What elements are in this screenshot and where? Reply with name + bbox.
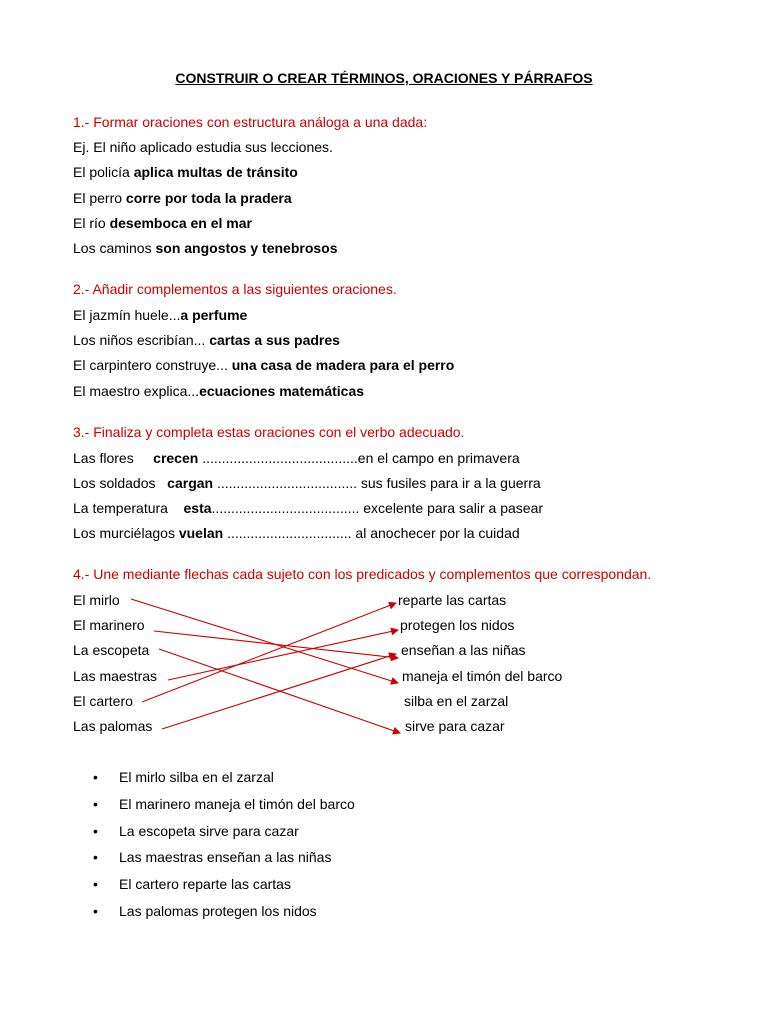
arrow-cartero	[142, 603, 396, 702]
item-prompt: Los niños escribían...	[73, 332, 210, 348]
match-predicate: protegen los nidos	[400, 617, 515, 633]
item-rest: ................................ al anochecer por la cuidad	[223, 525, 520, 541]
item-verb: crecen	[153, 450, 199, 466]
item-subject: Las flores	[73, 450, 154, 466]
section3-item	[73, 449, 520, 467]
item-answer: a perfume	[180, 307, 248, 323]
match-subject: El cartero	[73, 693, 133, 709]
section3-item	[73, 474, 541, 492]
arrow-escopeta	[159, 649, 400, 733]
match-subject: La escopeta	[73, 642, 150, 658]
item-subject: Los caminos	[73, 240, 156, 256]
item-prompt: El carpintero construye...	[73, 357, 232, 373]
item-answer: aplica multas de tránsito	[133, 164, 298, 180]
list-item: • Las palomas protegen los nidos	[119, 902, 355, 929]
section3-item	[73, 499, 543, 517]
match-predicate: maneja el timón del barco	[402, 668, 563, 684]
section1-heading: 1.- Formar oraciones con estructura análoga a una dada:	[73, 114, 428, 130]
arrow-mirlo	[131, 599, 398, 683]
arrow-maestras	[168, 630, 398, 680]
item-answer: ecuaciones matemáticas	[199, 383, 365, 399]
item-rest: ........................................en el campo en primavera	[198, 450, 520, 466]
match-predicate: silba en el zarzal	[404, 693, 509, 709]
list-item: • El cartero reparte las cartas	[119, 875, 355, 902]
answer-list	[73, 768, 355, 929]
item-subject: La temperatura	[73, 500, 184, 516]
item-rest: .................................... sus fusiles para ir a la guerra	[213, 475, 541, 491]
match-predicate: reparte las cartas	[398, 592, 507, 608]
arrow-palomas	[162, 654, 396, 729]
list-item: • La escopeta sirve para cazar	[119, 822, 355, 849]
match-predicate: enseñan a las niñas	[401, 642, 526, 658]
list-item: • Las maestras enseñan a las niñas	[119, 848, 355, 875]
arrow-marinero	[154, 631, 398, 658]
item-verb: vuelan	[178, 525, 224, 541]
item-answer: corre por toda la pradera	[125, 190, 292, 206]
item-subject: El perro	[73, 190, 126, 206]
match-subject: Las maestras	[73, 668, 158, 684]
section2-item	[73, 382, 364, 400]
item-subject: Los soldados	[73, 475, 168, 491]
section2-item	[73, 356, 454, 374]
item-answer: cartas a sus padres	[209, 332, 340, 348]
page-title: CONSTRUIR O CREAR TÉRMINOS, ORACIONES Y PÁRRAFOS	[175, 70, 593, 86]
item-answer: desemboca en el mar	[109, 215, 252, 231]
section1-item	[73, 239, 338, 257]
match-predicate: sirve para cazar	[405, 718, 505, 734]
item-verb: cargan	[167, 475, 214, 491]
section3-item	[73, 524, 520, 542]
section2-item	[73, 331, 340, 349]
section1-example: Ej. El niño aplicado estudia sus lecciones.	[73, 139, 333, 155]
item-answer: son angostos y tenebrosos	[155, 240, 338, 256]
section1-item	[73, 163, 298, 181]
match-subject: El marinero	[73, 617, 145, 633]
item-answer: una casa de madera para el perro	[231, 357, 455, 373]
section3-heading: 3.- Finaliza y completa estas oraciones con el verbo adecuado.	[73, 424, 465, 440]
list-item: • El marinero maneja el timón del barco	[119, 795, 355, 822]
section2-item	[73, 306, 247, 324]
item-prompt: El jazmín huele...	[73, 307, 181, 323]
match-subject: Las palomas	[73, 718, 153, 734]
item-verb: esta	[183, 500, 212, 516]
section1-item	[73, 214, 252, 232]
item-prompt: El maestro explica...	[73, 383, 200, 399]
section2-heading: 2.- Añadir complementos a las siguientes oraciones.	[73, 281, 397, 297]
list-item: • El mirlo silba en el zarzal	[119, 768, 355, 795]
section1-item	[73, 189, 292, 207]
item-rest: ...................................... excelente para salir a pasear	[211, 500, 544, 516]
match-subject: El mirlo	[73, 592, 120, 608]
item-subject: El río	[73, 215, 110, 231]
item-subject: El policía	[73, 164, 134, 180]
item-subject: Los murciélagos	[73, 525, 179, 541]
section4-heading: 4.- Une mediante flechas cada sujeto con los predicados y complementos que correspondan.	[73, 566, 652, 582]
